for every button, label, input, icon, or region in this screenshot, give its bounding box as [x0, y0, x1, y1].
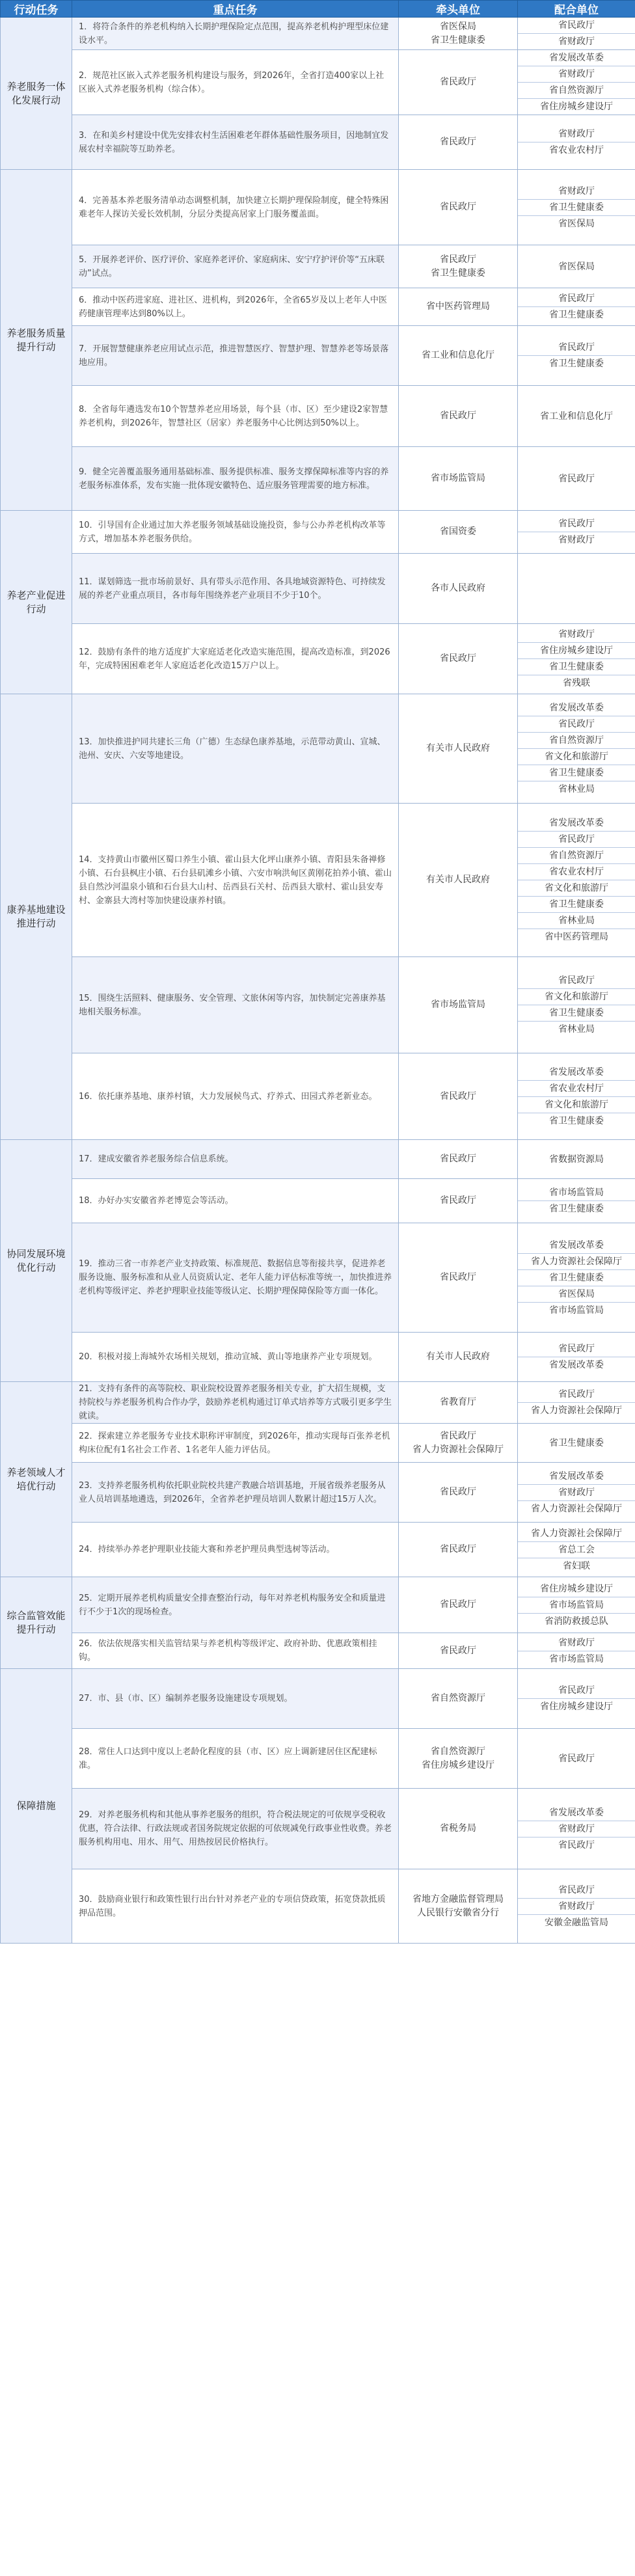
lead-unit: 省民政厅 [440, 1487, 476, 1498]
coop-unit-list [518, 259, 635, 275]
coop-unit: 省数据资源局 [549, 1154, 604, 1165]
coop-unit: 省发展改革委 [518, 1238, 635, 1254]
task-text: 11．谋划筛选一批市场前景好、具有带头示范作用、各具地域资源特色、可持续发展的养老产业重点项目，各市每年围绕养老产业项目不少于10个。 [72, 554, 399, 624]
table-row [1, 554, 635, 624]
coop-unit: 省卫生健康委 [549, 1204, 604, 1214]
lead-unit-cell [399, 1869, 518, 1944]
coop-unit-list [518, 1683, 635, 1715]
coop-unit-cell [518, 1053, 635, 1140]
coop-unit: 省人力资源社会保障厅 [531, 1503, 622, 1514]
lead-unit: 省自然资源厅 [431, 1693, 485, 1704]
lead-unit-cell [399, 1633, 518, 1669]
lead-unit-cell [399, 624, 518, 694]
table-row [1, 447, 635, 511]
lead-unit-cell [399, 694, 518, 804]
task-text: 25．定期开展养老机构质量安全排查整治行动，每年对养老机构服务安全和质量进行不少于1次的现场检查。 [72, 1577, 399, 1633]
coop-unit: 省卫生健康委 [549, 1437, 604, 1448]
coop-unit-cell [518, 1729, 635, 1789]
lead-unit: 省地方金融监督管理局 [412, 1894, 504, 1905]
lead-unit: 省卫生健康委 [431, 267, 485, 278]
lead-unit: 省民政厅 [440, 137, 476, 148]
coop-unit: 省卫生健康委 [518, 1270, 635, 1286]
lead-unit-cell [399, 804, 518, 957]
coop-unit-cell [518, 170, 635, 245]
header-coop-unit: 配合单位 [518, 1, 635, 18]
coop-unit-list [518, 1435, 635, 1451]
coop-unit: 省民政厅 [558, 1753, 595, 1764]
coop-unit: 省发展改革委 [518, 700, 635, 716]
lead-unit: 省中医药管理局 [426, 301, 490, 312]
coop-unit: 省民政厅 [518, 340, 635, 356]
coop-unit: 省文化和旅游厅 [518, 880, 635, 897]
coop-unit-cell [518, 694, 635, 804]
table-row [1, 804, 635, 957]
coop-unit: 省发展改革委 [518, 1805, 635, 1821]
coop-unit-list [518, 1185, 635, 1217]
coop-unit: 省人力资源社会保障厅 [518, 1526, 635, 1542]
lead-unit-cell [399, 386, 518, 447]
task-text: 21．支持有条件的高等院校、职业院校设置养老服务相关专业，扩大招生规模，支持院校与养老服务机构合作办学，鼓励养老机构通过订单式培养等方式吸引更多学生就读。 [72, 1382, 399, 1424]
lead-unit: 省民政厅 [440, 1431, 476, 1442]
lead-unit-cell [399, 1223, 518, 1333]
coop-unit: 省住房城乡建设厅 [518, 643, 635, 659]
coop-unit: 省自然资源厅 [518, 733, 635, 749]
lead-unit-cell [399, 1333, 518, 1382]
coop-unit: 省市场监管局 [518, 1185, 635, 1201]
table-row [1, 386, 635, 447]
task-text: 5．开展养老评价、医疗评价、家庭养老评价、家庭病床、安宁疗护评价等“五床联动”试点。 [72, 245, 399, 288]
coop-unit-list [518, 1152, 635, 1167]
lead-unit: 省民政厅 [440, 1599, 476, 1610]
coop-unit-list [518, 1064, 635, 1129]
coop-unit: 省市场监管局 [549, 1653, 604, 1664]
coop-unit: 省财政厅 [518, 1899, 635, 1915]
coop-unit: 省卫生健康委 [518, 200, 635, 216]
coop-unit: 省住房城乡建设厅 [540, 1702, 613, 1712]
table-row [1, 1577, 635, 1633]
lead-unit-cell [399, 511, 518, 554]
coop-unit-cell [518, 1424, 635, 1463]
coop-unit-list [518, 815, 635, 945]
lead-unit-cell [399, 1053, 518, 1140]
coop-unit-cell [518, 1463, 635, 1523]
lead-unit: 有关市人民政府 [426, 1351, 490, 1363]
coop-unit: 省民政厅 [518, 516, 635, 532]
category-cell: 养老服务一体化发展行动 [1, 18, 72, 170]
coop-unit-list [518, 1805, 635, 1853]
lead-unit: 省民政厅 [440, 653, 476, 664]
coop-unit-list [518, 1387, 635, 1418]
coop-unit-list [518, 973, 635, 1037]
lead-unit-cell [399, 957, 518, 1053]
lead-unit: 省人力资源社会保障厅 [412, 1444, 504, 1455]
lead-unit: 省市场监管局 [431, 999, 485, 1010]
lead-unit: 省卫生健康委 [431, 34, 485, 46]
lead-unit-cell [399, 1523, 518, 1577]
task-text: 28．常住人口达到中度以上老龄化程度的县（市、区）应上调新建居住区配建标准。 [72, 1729, 399, 1789]
coop-unit: 省文化和旅游厅 [518, 749, 635, 765]
coop-unit: 省住房城乡建设厅 [540, 102, 613, 112]
coop-unit: 省农业农村厅 [518, 864, 635, 880]
table-row [1, 1382, 635, 1424]
lead-unit-cell [399, 245, 518, 288]
coop-unit: 省人力资源社会保障厅 [518, 1254, 635, 1270]
coop-unit-cell [518, 447, 635, 511]
coop-unit: 省发展改革委 [518, 1064, 635, 1081]
coop-unit: 省民政厅 [518, 18, 635, 34]
coop-unit-cell [518, 1382, 635, 1424]
coop-unit: 省民政厅 [518, 1387, 635, 1403]
coop-unit-cell [518, 1333, 635, 1382]
table-row [1, 1729, 635, 1789]
lead-unit: 省民政厅 [440, 1154, 476, 1165]
coop-unit: 省残联 [563, 678, 590, 688]
lead-unit: 省民政厅 [440, 1272, 476, 1283]
task-text: 2．规范社区嵌入式养老服务机构建设与服务，到2026年，全省打造400家以上社区嵌入式养老服务机构（综合体）。 [72, 50, 399, 115]
coop-unit-cell [518, 115, 635, 170]
lead-unit-cell [399, 1729, 518, 1789]
table-row [1, 288, 635, 326]
coop-unit: 省民政厅 [518, 716, 635, 733]
coop-unit: 省财政厅 [518, 126, 635, 142]
table-body [1, 18, 635, 1944]
task-text: 15．围绕生活照料、健康服务、安全管理、文旅休闲等内容，加快制定完善康养基地相关服务标准。 [72, 957, 399, 1053]
task-text: 3．在和美乡村建设中优先安排农村生活困难老年群体基础性服务项目，因地制宜发展农村幸福院等互助养老。 [72, 115, 399, 170]
coop-unit-list [518, 340, 635, 372]
lead-unit-cell [399, 1577, 518, 1633]
table-row [1, 1223, 635, 1333]
coop-unit-cell [518, 50, 635, 115]
coop-unit: 省财政厅 [518, 1485, 635, 1501]
table-row [1, 1869, 635, 1944]
coop-unit-cell [518, 245, 635, 288]
table-row [1, 1333, 635, 1382]
task-text: 14．支持黄山市徽州区蜀口养生小镇、霍山县大化坪山康养小镇、青阳县朱备禅修小镇、石台县枫庄小镇、石台县矶滩乡小镇、六安市响洪甸区黄刚花拍养小镇、霍山县自然沙河温泉小镇和石台县大山村、岳西县石关村、岳西县大歇村、霍山县安寿村、金寨县大湾村等加快建设康养村镇。 [72, 804, 399, 957]
task-text: 7．开展智慧健康养老应用试点示范，推进智慧医疗、智慧护理、智慧养老等场景落地应用。 [72, 326, 399, 386]
coop-unit-list [518, 18, 635, 49]
coop-unit: 省农业农村厅 [518, 1081, 635, 1097]
coop-unit: 省民政厅 [558, 473, 595, 484]
coop-unit: 省发展改革委 [518, 50, 635, 66]
coop-unit-list [518, 1238, 635, 1318]
coop-unit: 省市场监管局 [518, 1597, 635, 1614]
lead-unit: 省市场监管局 [431, 473, 485, 484]
coop-unit: 省财政厅 [518, 1635, 635, 1651]
table-row [1, 245, 635, 288]
lead-unit: 省民政厅 [440, 411, 476, 422]
table-row [1, 694, 635, 804]
coop-unit: 安徽金融监管局 [545, 1917, 608, 1928]
lead-unit: 有关市人民政府 [426, 874, 490, 886]
coop-unit: 省财政厅 [558, 535, 595, 545]
coop-unit-cell [518, 1869, 635, 1944]
coop-unit-cell [518, 804, 635, 957]
coop-unit: 省林业局 [558, 784, 595, 794]
lead-unit-cell [399, 447, 518, 511]
coop-unit: 省财政厅 [518, 1821, 635, 1837]
task-text: 10．引导国有企业通过加大养老服务领域基础设施投资，参与公办养老机构改革等方式，增加基本养老服务供给。 [72, 511, 399, 554]
lead-unit: 省国资委 [440, 526, 476, 537]
lead-unit: 省民政厅 [440, 1091, 476, 1102]
coop-unit: 省医保局 [518, 1286, 635, 1303]
table-row [1, 1789, 635, 1869]
coop-unit: 省农业农村厅 [549, 145, 604, 156]
category-cell: 保障措施 [1, 1669, 72, 1944]
coop-unit: 省人力资源社会保障厅 [531, 1405, 622, 1416]
coop-unit-list [518, 471, 635, 487]
lead-unit-cell [399, 1463, 518, 1523]
coop-unit-list [518, 1751, 635, 1767]
lead-unit: 省民政厅 [440, 1195, 476, 1206]
task-text: 6．推动中医药进家庭、进社区、进机构，到2026年，全省65岁及以上老年人中医药健康管理率达到80%以上。 [72, 288, 399, 326]
coop-unit: 省医保局 [558, 218, 595, 229]
coop-unit: 省市场监管局 [549, 1305, 604, 1316]
category-cell: 康养基地建设推进行动 [1, 694, 72, 1140]
lead-unit: 人民银行安徽省分行 [417, 1907, 499, 1918]
coop-unit-cell [518, 386, 635, 447]
coop-unit-list [518, 1526, 635, 1574]
coop-unit: 省文化和旅游厅 [518, 989, 635, 1005]
coop-unit: 省财政厅 [518, 66, 635, 83]
coop-unit-cell [518, 1633, 635, 1669]
coop-unit-list [518, 1635, 635, 1667]
coop-unit-list [518, 183, 635, 232]
coop-unit-list [518, 1882, 635, 1931]
coop-unit: 省民政厅 [518, 291, 635, 307]
coop-unit-list [518, 516, 635, 548]
header-action: 行动任务 [1, 1, 72, 18]
lead-unit-cell [399, 1140, 518, 1179]
table-row [1, 115, 635, 170]
table-row [1, 624, 635, 694]
coop-unit-cell [518, 18, 635, 50]
lead-unit: 省民政厅 [440, 77, 476, 88]
table-header-row [1, 1, 635, 18]
lead-unit: 省民政厅 [440, 254, 476, 265]
task-text: 18．办好办实安徽省养老博览会等活动。 [72, 1179, 399, 1223]
coop-unit-list [518, 409, 635, 424]
task-text: 12．鼓励有条件的地方适度扩大家庭适老化改造实施范围，提高改造标准，到2026年，完成特困困难老年人家庭适老化改造15万户以上。 [72, 624, 399, 694]
coop-unit: 省林业局 [518, 913, 635, 929]
lead-unit: 有关市人民政府 [426, 743, 490, 754]
coop-unit: 省卫生健康委 [549, 359, 604, 369]
lead-unit: 省工业和信息化厅 [422, 350, 494, 361]
coop-unit: 省民政厅 [518, 1341, 635, 1357]
task-text: 4．完善基本养老服务清单动态调整机制，加快建立长期护理保险制度，健全特殊困难老年人探访关爱长效机制，分层分类提高居家上门服务覆盖面。 [72, 170, 399, 245]
lead-unit-cell [399, 1382, 518, 1424]
coop-unit: 省卫生健康委 [549, 310, 604, 320]
table-row [1, 957, 635, 1053]
table-row [1, 50, 635, 115]
lead-unit-cell [399, 288, 518, 326]
coop-unit: 省消防救援总队 [545, 1616, 608, 1627]
lead-unit-cell [399, 554, 518, 624]
coop-unit-cell [518, 1140, 635, 1179]
coop-unit: 省财政厅 [518, 627, 635, 643]
lead-unit: 省税务局 [440, 1823, 476, 1834]
table-row [1, 18, 635, 50]
category-cell: 养老领域人才培优行动 [1, 1382, 72, 1577]
coop-unit-cell [518, 1179, 635, 1223]
lead-unit-cell [399, 1179, 518, 1223]
coop-unit: 省住房城乡建设厅 [518, 1581, 635, 1597]
task-text: 17．建成安徽省养老服务综合信息系统。 [72, 1140, 399, 1179]
table-row [1, 1140, 635, 1179]
coop-unit: 省财政厅 [518, 183, 635, 200]
coop-unit: 省民政厅 [518, 1882, 635, 1899]
task-text: 27．市、县（市、区）编制养老服务设施建设专项规划。 [72, 1669, 399, 1729]
coop-unit-cell [518, 1223, 635, 1333]
coop-unit: 省财政厅 [558, 36, 595, 47]
lead-unit: 省住房城乡建设厅 [422, 1759, 494, 1770]
coop-unit-list [518, 126, 635, 158]
coop-unit: 省自然资源厅 [518, 848, 635, 864]
table-row [1, 1633, 635, 1669]
coop-unit: 省民政厅 [558, 1839, 595, 1851]
coop-unit: 省卫生健康委 [518, 765, 635, 781]
lead-unit-cell [399, 18, 518, 50]
category-cell: 协同发展环境优化行动 [1, 1140, 72, 1382]
coop-unit: 省发展改革委 [518, 815, 635, 832]
table-row [1, 170, 635, 245]
lead-unit-cell [399, 1424, 518, 1463]
table-row [1, 511, 635, 554]
category-cell: 养老服务质量提升行动 [1, 170, 72, 511]
coop-unit-cell [518, 288, 635, 326]
table-row [1, 1179, 635, 1223]
coop-unit-cell [518, 511, 635, 554]
lead-unit: 省民政厅 [440, 1544, 476, 1555]
coop-unit: 省民政厅 [518, 1683, 635, 1699]
coop-unit-cell [518, 1789, 635, 1869]
task-text: 9．健全完善覆盖服务通用基础标准、服务提供标准、服务支撑保障标准等内容的养老服务标准体系，发布实施一批体现安徽特色、适应服务管理需要的地方标准。 [72, 447, 399, 511]
coop-unit: 省妇联 [563, 1560, 590, 1571]
coop-unit-cell [518, 326, 635, 386]
task-text: 20．积极对接上海城外农场相关规划，推动宣城、黄山等地康养产业专项规划。 [72, 1333, 399, 1382]
lead-unit-cell [399, 1789, 518, 1869]
task-text: 26．依法依规落实相关监管结果与养老机构等级评定、政府补助、优惠政策相挂钩。 [72, 1633, 399, 1669]
task-text: 1．将符合条件的养老机构纳入长期护理保险定点范围，提高养老机构护理型床位建设水平。 [72, 18, 399, 50]
coop-unit: 省民政厅 [518, 973, 635, 989]
coop-unit: 省卫生健康委 [549, 1115, 604, 1126]
coop-unit: 省总工会 [518, 1542, 635, 1558]
lead-unit-cell [399, 50, 518, 115]
coop-unit-list [518, 1469, 635, 1517]
task-text: 8．全省每年遴选发布10个智慧养老应用场景，每个县（市、区）至少建设2家智慧养老机构，到2026年，智慧社区（居家）养老服务中心比例达到50%以上。 [72, 386, 399, 447]
coop-unit-list [518, 50, 635, 115]
coop-unit: 省卫生健康委 [518, 659, 635, 675]
coop-unit: 省文化和旅游厅 [518, 1097, 635, 1113]
lead-unit: 省医保局 [440, 21, 476, 33]
table-row [1, 1463, 635, 1523]
coop-unit-cell [518, 554, 635, 624]
coop-unit-cell [518, 624, 635, 694]
lead-unit: 省教育厅 [440, 1397, 476, 1408]
task-text: 23．支持养老服务机构依托职业院校共建产教融合培训基地，开展省级养老服务从业人员培训基地遴选，到2026年，全省养老护理员培训人数累计超过15万人次。 [72, 1463, 399, 1523]
lead-unit: 省民政厅 [440, 202, 476, 213]
coop-unit-list [518, 700, 635, 797]
task-text: 29．对养老服务机构和其他从事养老服务的组织，符合税法规定的可依规享受税收优惠，符合法律、行政法规或者国务院规定依据的可依规减免行政事业性收费。养老服务机构用电、用水、用气、用热按居民价格执行。 [72, 1789, 399, 1869]
coop-unit-list [518, 291, 635, 323]
task-text: 19．推动三省一市养老产业支持政策、标准规范、数据信息等衔接共享，促进养老服务设施、服务标准和从业人员资质认定、老年人能力评估标准等统一，加快推进养老机构等级评定、养老护理职业技能等级认定、长期护理保障保险等方面一体化。 [72, 1223, 399, 1333]
coop-unit: 省林业局 [558, 1024, 595, 1035]
task-text: 16．依托康养基地、康养村镇，大力发展候鸟式、疗养式、田园式养老新业态。 [72, 1053, 399, 1140]
coop-unit-list [518, 1581, 635, 1629]
table-row [1, 1424, 635, 1463]
lead-unit: 省民政厅 [440, 1645, 476, 1656]
lead-unit-cell [399, 170, 518, 245]
coop-unit: 省发展改革委 [518, 1469, 635, 1485]
task-text: 13．加快推进护同共建长三角（广德）生态绿色康养基地，示范带动黄山、宣城、池州、安庆、六安等地建设。 [72, 694, 399, 804]
coop-unit: 省卫生健康委 [518, 897, 635, 913]
coop-unit-cell [518, 1523, 635, 1577]
lead-unit-cell [399, 115, 518, 170]
table-row [1, 1523, 635, 1577]
table-row [1, 1053, 635, 1140]
coop-unit-cell [518, 957, 635, 1053]
table-row [1, 1669, 635, 1729]
coop-unit-list [518, 1341, 635, 1373]
lead-unit: 各市人民政府 [431, 583, 485, 594]
coop-unit: 省发展改革委 [549, 1360, 604, 1370]
lead-unit-cell [399, 326, 518, 386]
task-text: 30．鼓励商业银行和政策性银行出台针对养老产业的专项信贷政策，拓宽贷款抵质押品范围。 [72, 1869, 399, 1944]
category-cell: 养老产业促进行动 [1, 511, 72, 694]
lead-unit: 省自然资源厅 [431, 1746, 485, 1757]
coop-unit-cell [518, 1669, 635, 1729]
coop-unit: 省卫生健康委 [518, 1005, 635, 1022]
lead-unit-cell [399, 1669, 518, 1729]
task-text: 24．持续举办养老护理职业技能大赛和养老护理员典型选树等活动。 [72, 1523, 399, 1577]
coop-unit: 省民政厅 [518, 832, 635, 848]
header-lead-unit: 牵头单位 [399, 1, 518, 18]
coop-unit-list [518, 627, 635, 691]
coop-unit: 省工业和信息化厅 [540, 411, 613, 422]
table-row [1, 326, 635, 386]
coop-unit: 省医保局 [558, 261, 595, 272]
coop-unit-cell [518, 1577, 635, 1633]
coop-unit: 省自然资源厅 [518, 83, 635, 99]
category-cell: 综合监管效能提升行动 [1, 1577, 72, 1669]
header-key-task: 重点任务 [72, 1, 399, 18]
coop-unit: 省中医药管理局 [545, 932, 608, 942]
task-text: 22．探索建立养老服务专业技术职称评审制度，到2026年，推动实现每百张养老机构床位配有1名社会工作者、1名老年人能力评估员。 [72, 1424, 399, 1463]
